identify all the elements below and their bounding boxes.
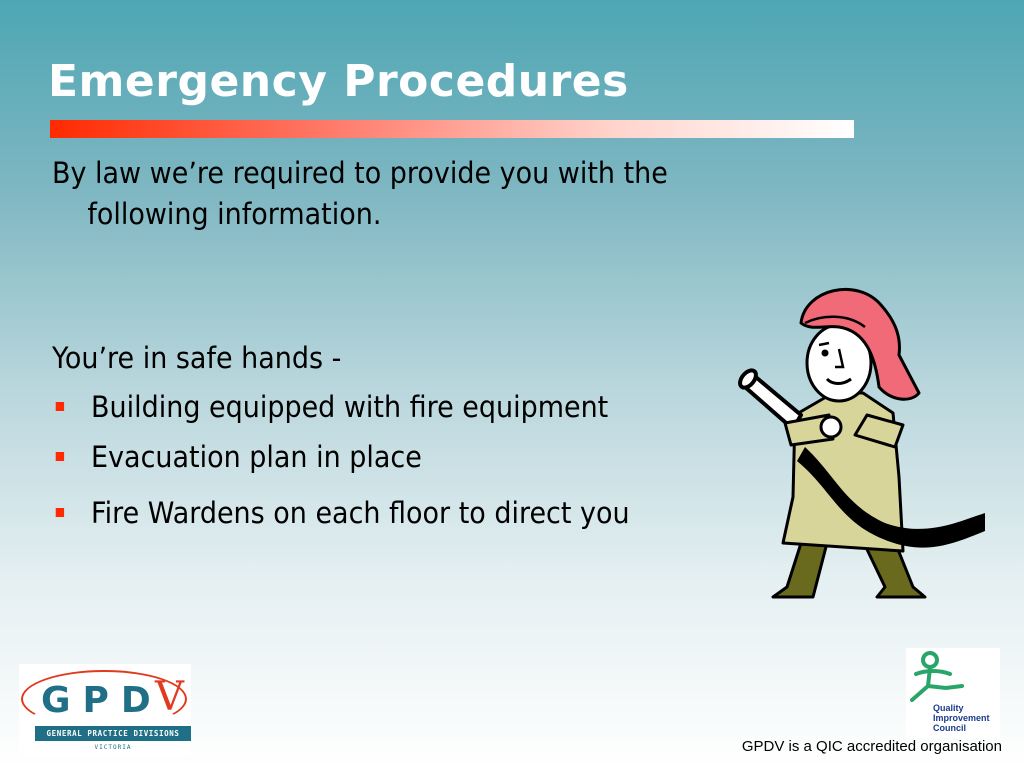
slide-title: Emergency Procedures [48, 56, 629, 107]
firefighter-icon [735, 275, 990, 605]
gpdv-band-text: GENERAL PRACTICE DIVISIONS [35, 726, 191, 741]
qic-logo [906, 648, 1000, 738]
gpdv-letters: GPD [41, 680, 163, 721]
footer-text: GPDV is a QIC accredited organisation [741, 738, 1002, 755]
qic-figure-icon [906, 648, 1000, 704]
list-item [52, 390, 703, 440]
safe-hands-heading: You’re in safe hands - [52, 341, 342, 375]
list-item [52, 496, 703, 546]
gpdv-logo [19, 664, 191, 756]
qic-line-3: Council [933, 723, 966, 733]
intro-line-1: By law we’re required to provide you with the [52, 156, 668, 190]
list-item [52, 440, 703, 490]
gpdv-v-letter: V [155, 674, 184, 720]
title-underline-bar [50, 120, 854, 138]
list-item-text: Building equipped with fire equipment [91, 390, 609, 424]
square-bullet-icon [56, 508, 64, 517]
qic-text [933, 703, 990, 733]
list-item-text: Fire Wardens on each floor to direct you [91, 496, 630, 530]
qic-line-2: Improvement [933, 713, 990, 723]
square-bullet-icon [56, 452, 64, 461]
intro-paragraph [52, 153, 722, 235]
gpdv-subtext: VICTORIA [94, 744, 132, 751]
intro-line-2: following information. [87, 197, 382, 231]
qic-line-1: Quality [933, 703, 964, 713]
bullet-list [52, 390, 703, 546]
list-item-text: Evacuation plan in place [91, 440, 422, 474]
square-bullet-icon [56, 402, 64, 411]
